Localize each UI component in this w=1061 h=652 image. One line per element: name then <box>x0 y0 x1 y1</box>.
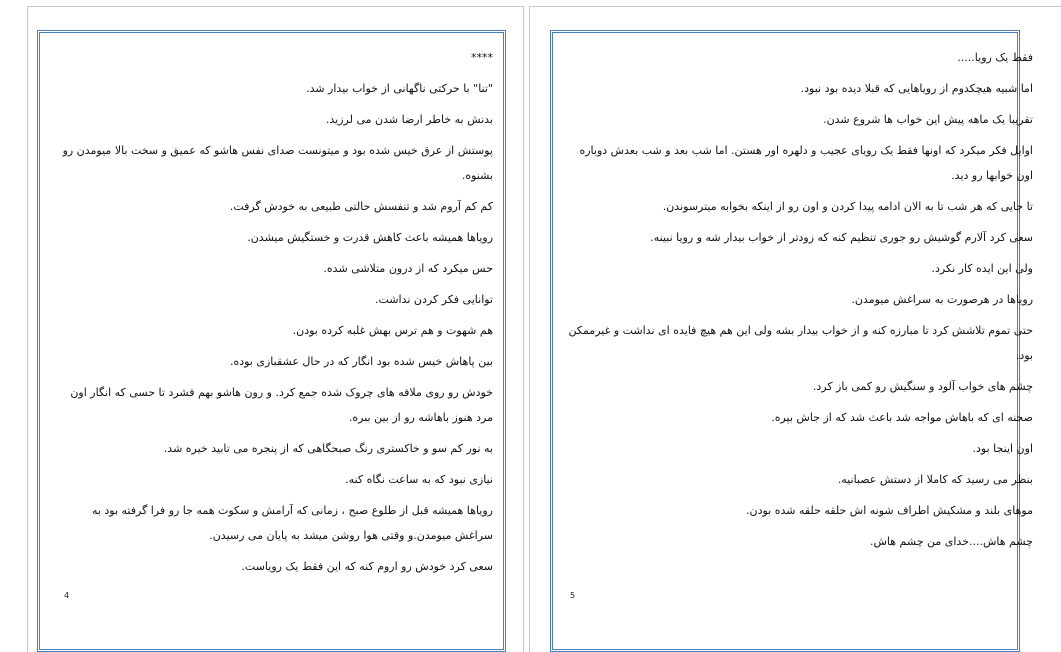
paragraph: رویاها همیشه قبل از طلوع صبح ، زمانی که آرامش و سکوت همه جا رو فرا گرفته بود به سراغش میومدن.و وقتی هوا روشن میشد به پایان می رسیدن. <box>91 504 493 542</box>
paragraph: موهای بلند و مشکیش اطراف شونه اش حلقه حلقه شده بودن. <box>746 504 1033 517</box>
page-text <box>58 45 493 579</box>
paragraph: "تنا" با حرکتی ناگهانی از خواب بیدار شد. <box>306 82 493 95</box>
paragraph: فقط یک رویا..... <box>957 51 1033 64</box>
paragraph: تا جایی که هر شب تا به الان ادامه پیدا کردن و اون رو از اینکه بخوابه میترسوندن. <box>662 200 1033 213</box>
page-number: 4 <box>64 591 70 600</box>
paragraph: حس میکرد که از درون متلاشی شده. <box>323 262 493 275</box>
paragraph: ولی این ایده کار نکرد. <box>931 262 1033 275</box>
page-5 <box>529 6 1061 652</box>
page-4 <box>27 6 524 652</box>
paragraph: چشم های خواب آلود و سنگیش رو کمی باز کرد. <box>812 380 1033 393</box>
paragraph: بدنش به خاطر ارضا شدن می لرزید. <box>325 113 493 126</box>
paragraph: پوستش از عرق خیس شده بود و میتونست صدای نفس هاشو که عمیق و سخت بالا میومدن رو بشنوه. <box>62 144 493 182</box>
paragraph: بنظر می رسید که کاملا از دستش عصبانیه. <box>837 473 1033 486</box>
paragraph: چشم هاش....خدای من چشم هاش. <box>869 535 1033 548</box>
paragraph: بین پاهاش خیس شده بود انگار که در حال عشقبازی بوده. <box>229 355 493 368</box>
paragraph: رویاها همیشه باعث کاهش قدرت و خستگیش میشدن. <box>247 231 493 244</box>
paragraph: به نور کم سو و خاکستری رنگ صبحگاهی که از پنجره می تابید خیره شد. <box>163 442 493 455</box>
paragraph: اون اینجا بود. <box>972 442 1033 455</box>
paragraph: کم کم آروم شد و تنفسش حالتی طبیعی به خودش گرفت. <box>229 200 493 213</box>
paragraph: رویاها در هرصورت به سراغش میومدن. <box>851 293 1033 306</box>
paragraph: اوایل فکر میکرد که اونها فقط یک رویای عجیب و دلهره اور هستن. اما شب بعد و شب بعدش دوباره اون خوابها رو دید. <box>579 144 1033 182</box>
paragraph: هم شهوت و هم ترس بهش غلبه کرده بودن. <box>292 324 493 337</box>
paragraph: تقریبا یک ماهه پیش این خواب ها شروع شدن. <box>823 113 1033 126</box>
paragraph: صحنه ای که باهاش مواجه شد باعث شد که از جاش بپره. <box>771 411 1033 424</box>
page-text <box>560 45 1033 554</box>
page-number: 5 <box>570 591 576 600</box>
paragraph: حتی تموم تلاشش کرد تا مبارزه کنه و از خواب بیدار بشه ولی این هم هیچ فایده ای نداشت و غیرممکن بود. <box>568 324 1033 362</box>
paragraph: خودش رو روی ملافه های چروک شده جمع کرد. و رون هاشو بهم فشرد تا حسی که انگار اون مرد هنوز باهاشه رو از بین ببره. <box>70 386 493 424</box>
paragraph: توانایی فکر کردن نداشت. <box>374 293 493 306</box>
paragraph: **** <box>471 51 493 64</box>
paragraph: نیازی نبود که به ساعت نگاه کنه. <box>345 473 493 486</box>
paragraph: اما شبیه هیچکدوم از رویاهایی که قبلا دیده بود نبود. <box>800 82 1033 95</box>
paragraph: سعی کرد آلارم گوشیش رو جوری تنظیم کنه که زودتر از خواب بیدار شه و رویا نبینه. <box>650 231 1033 244</box>
paragraph: سعی کرد خودش رو اروم کنه که این فقط یک رویاست. <box>241 560 493 573</box>
